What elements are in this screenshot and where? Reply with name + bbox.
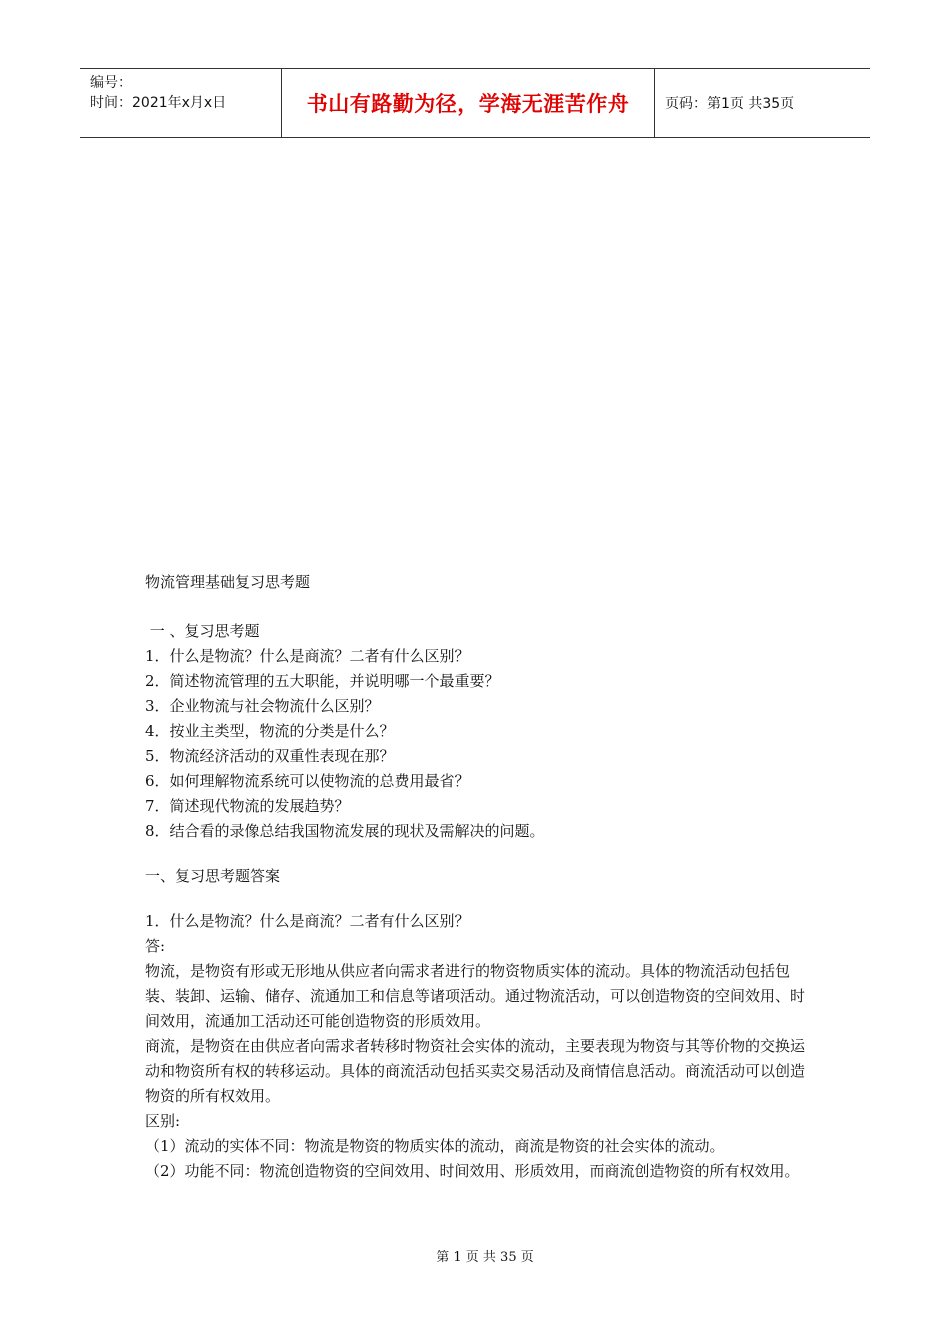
question-item: 2．简述物流管理的五大职能，并说明哪一个最重要？ <box>145 672 500 690</box>
difference-item: （1）流动的实体不同：物流是物资的物质实体的流动，商流是物资的社会实体的流动。 <box>145 1137 725 1155</box>
answer-paragraph-commerce: 商流，是物资在由供应者向需求者转移时物资社会实体的流动，主要表现为物资与其等价物的交换运动和物资所有权的转移运动。具体的商流活动包括买卖交易活动及商情信息活动。商流活动可以创造物资的所有权效用。 <box>145 1037 806 1105</box>
document-body <box>145 570 810 1184</box>
question-item: 8．结合看的录像总结我国物流发展的现状及需解决的问题。 <box>145 822 545 840</box>
answer-label: 答: <box>145 937 166 955</box>
question-item: 4．按业主类型，物流的分类是什么？ <box>145 722 395 740</box>
answer-question: 1．什么是物流？什么是商流？二者有什么区别？ <box>145 912 470 930</box>
section-heading: 一、复习思考题答案 <box>145 867 281 885</box>
question-item: 7．简述现代物流的发展趋势？ <box>145 797 350 815</box>
question-item: 3．企业物流与社会物流什么区别？ <box>145 697 380 715</box>
document-title: 物流管理基础复习思考题 <box>145 573 311 591</box>
time-label: 时间：2021年x月x日 <box>90 95 227 111</box>
answer-paragraph-logistics: 物流，是物资有形或无形地从供应者向需求者进行的物资物质实体的流动。具体的物流活动包括包装、装卸、运输、储存、流通加工和信息等诸项活动。通过物流活动，可以创造物资的空间效用、时间效用，流通加工活动还可能创造物资的形质效用。 <box>145 962 806 1030</box>
header-meta-cell <box>80 69 282 137</box>
question-item: 1．什么是物流？什么是商流？二者有什么区别？ <box>145 647 470 665</box>
difference-item: （2）功能不同：物流创造物资的空间效用、时间效用、形质效用，而商流创造物资的所有权效用。 <box>145 1162 800 1180</box>
number-label: 编号： <box>90 75 132 91</box>
page-footer: 第 1 页 共 35 页 <box>436 1250 534 1265</box>
section-heading: 一 、复习思考题 <box>145 622 260 640</box>
document-header <box>80 68 870 138</box>
question-item: 5．物流经济活动的双重性表现在那？ <box>145 747 395 765</box>
difference-label: 区别: <box>145 1112 181 1130</box>
question-item: 6．如何理解物流系统可以使物流的总费用最省？ <box>145 772 470 790</box>
header-motto: 书山有路勤为径，学海无涯苦作舟 <box>282 69 655 137</box>
header-page-info: 页码：第1页 共35页 <box>665 96 795 112</box>
